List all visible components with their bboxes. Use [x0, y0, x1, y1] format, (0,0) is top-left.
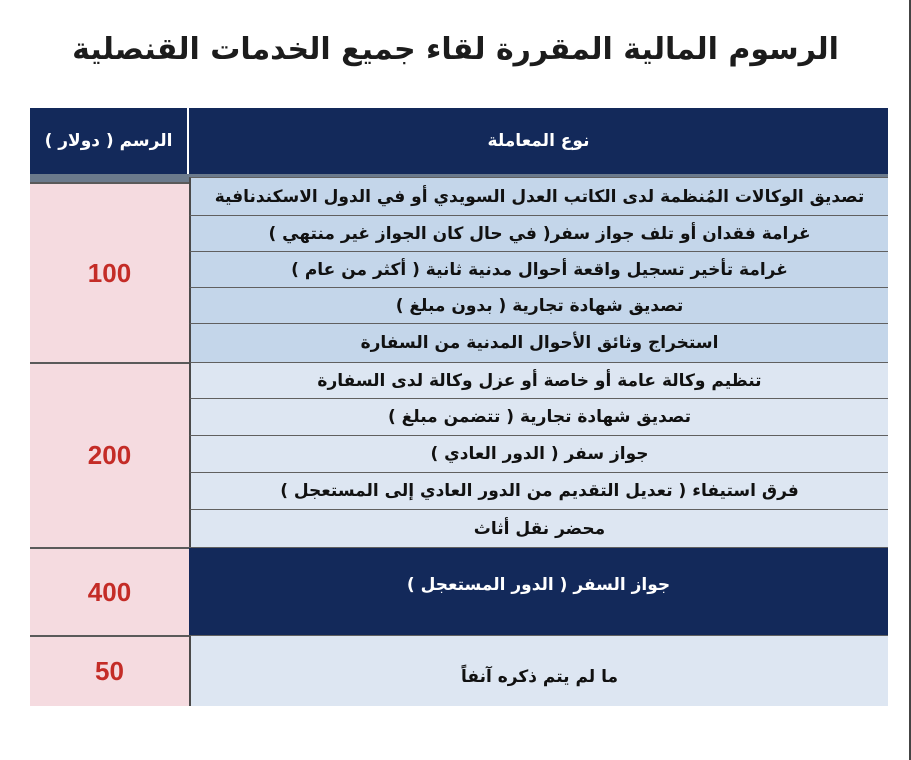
- table-row: ما لم يتم ذكره آنفاً: [189, 635, 888, 706]
- table-row: فرق استيفاء ( تعديل التقديم من الدور العادي إلى المستعجل ): [189, 472, 888, 509]
- header-transaction-type: نوع المعاملة: [189, 108, 888, 174]
- table-row: غرامة تأخير تسجيل واقعة أحوال مدنية ثانية ( أكثر من عام ): [189, 251, 888, 287]
- table-row: تصديق شهادة تجارية ( تتضمن مبلغ ): [189, 398, 888, 435]
- table-row: جواز السفر ( الدور المستعجل ): [189, 547, 888, 622]
- header-fee: الرسم ( دولار ): [30, 108, 189, 174]
- table-row: تنظيم وكالة عامة أو خاصة أو عزل وكالة لدى السفارة: [189, 362, 888, 398]
- fee-cell-100: 100: [30, 182, 189, 362]
- table-row: جواز سفر ( الدور العادي ): [189, 435, 888, 472]
- fee-cell-50: 50: [30, 635, 189, 706]
- table-row: استخراج وثائق الأحوال المدنية من السفارة: [189, 323, 888, 362]
- table-row: محضر نقل أثاث: [189, 509, 888, 547]
- table-row: تصديق الوكالات المُنظمة لدى الكاتب العدل السويدي أو في الدول الاسكندنافية: [189, 177, 888, 215]
- row-shadow-bar: [189, 622, 888, 635]
- table-row: غرامة فقدان أو تلف جواز سفر( في حال كان الجواز غير منتهي ): [189, 215, 888, 251]
- page-title: الرسوم المالية المقررة لقاء جميع الخدمات القنصلية: [72, 32, 839, 67]
- fee-cell-400: 400: [30, 547, 189, 635]
- table-row: تصديق شهادة تجارية ( بدون مبلغ ): [189, 287, 888, 323]
- fee-cell-200: 200: [30, 362, 189, 547]
- fees-table: [30, 108, 888, 706]
